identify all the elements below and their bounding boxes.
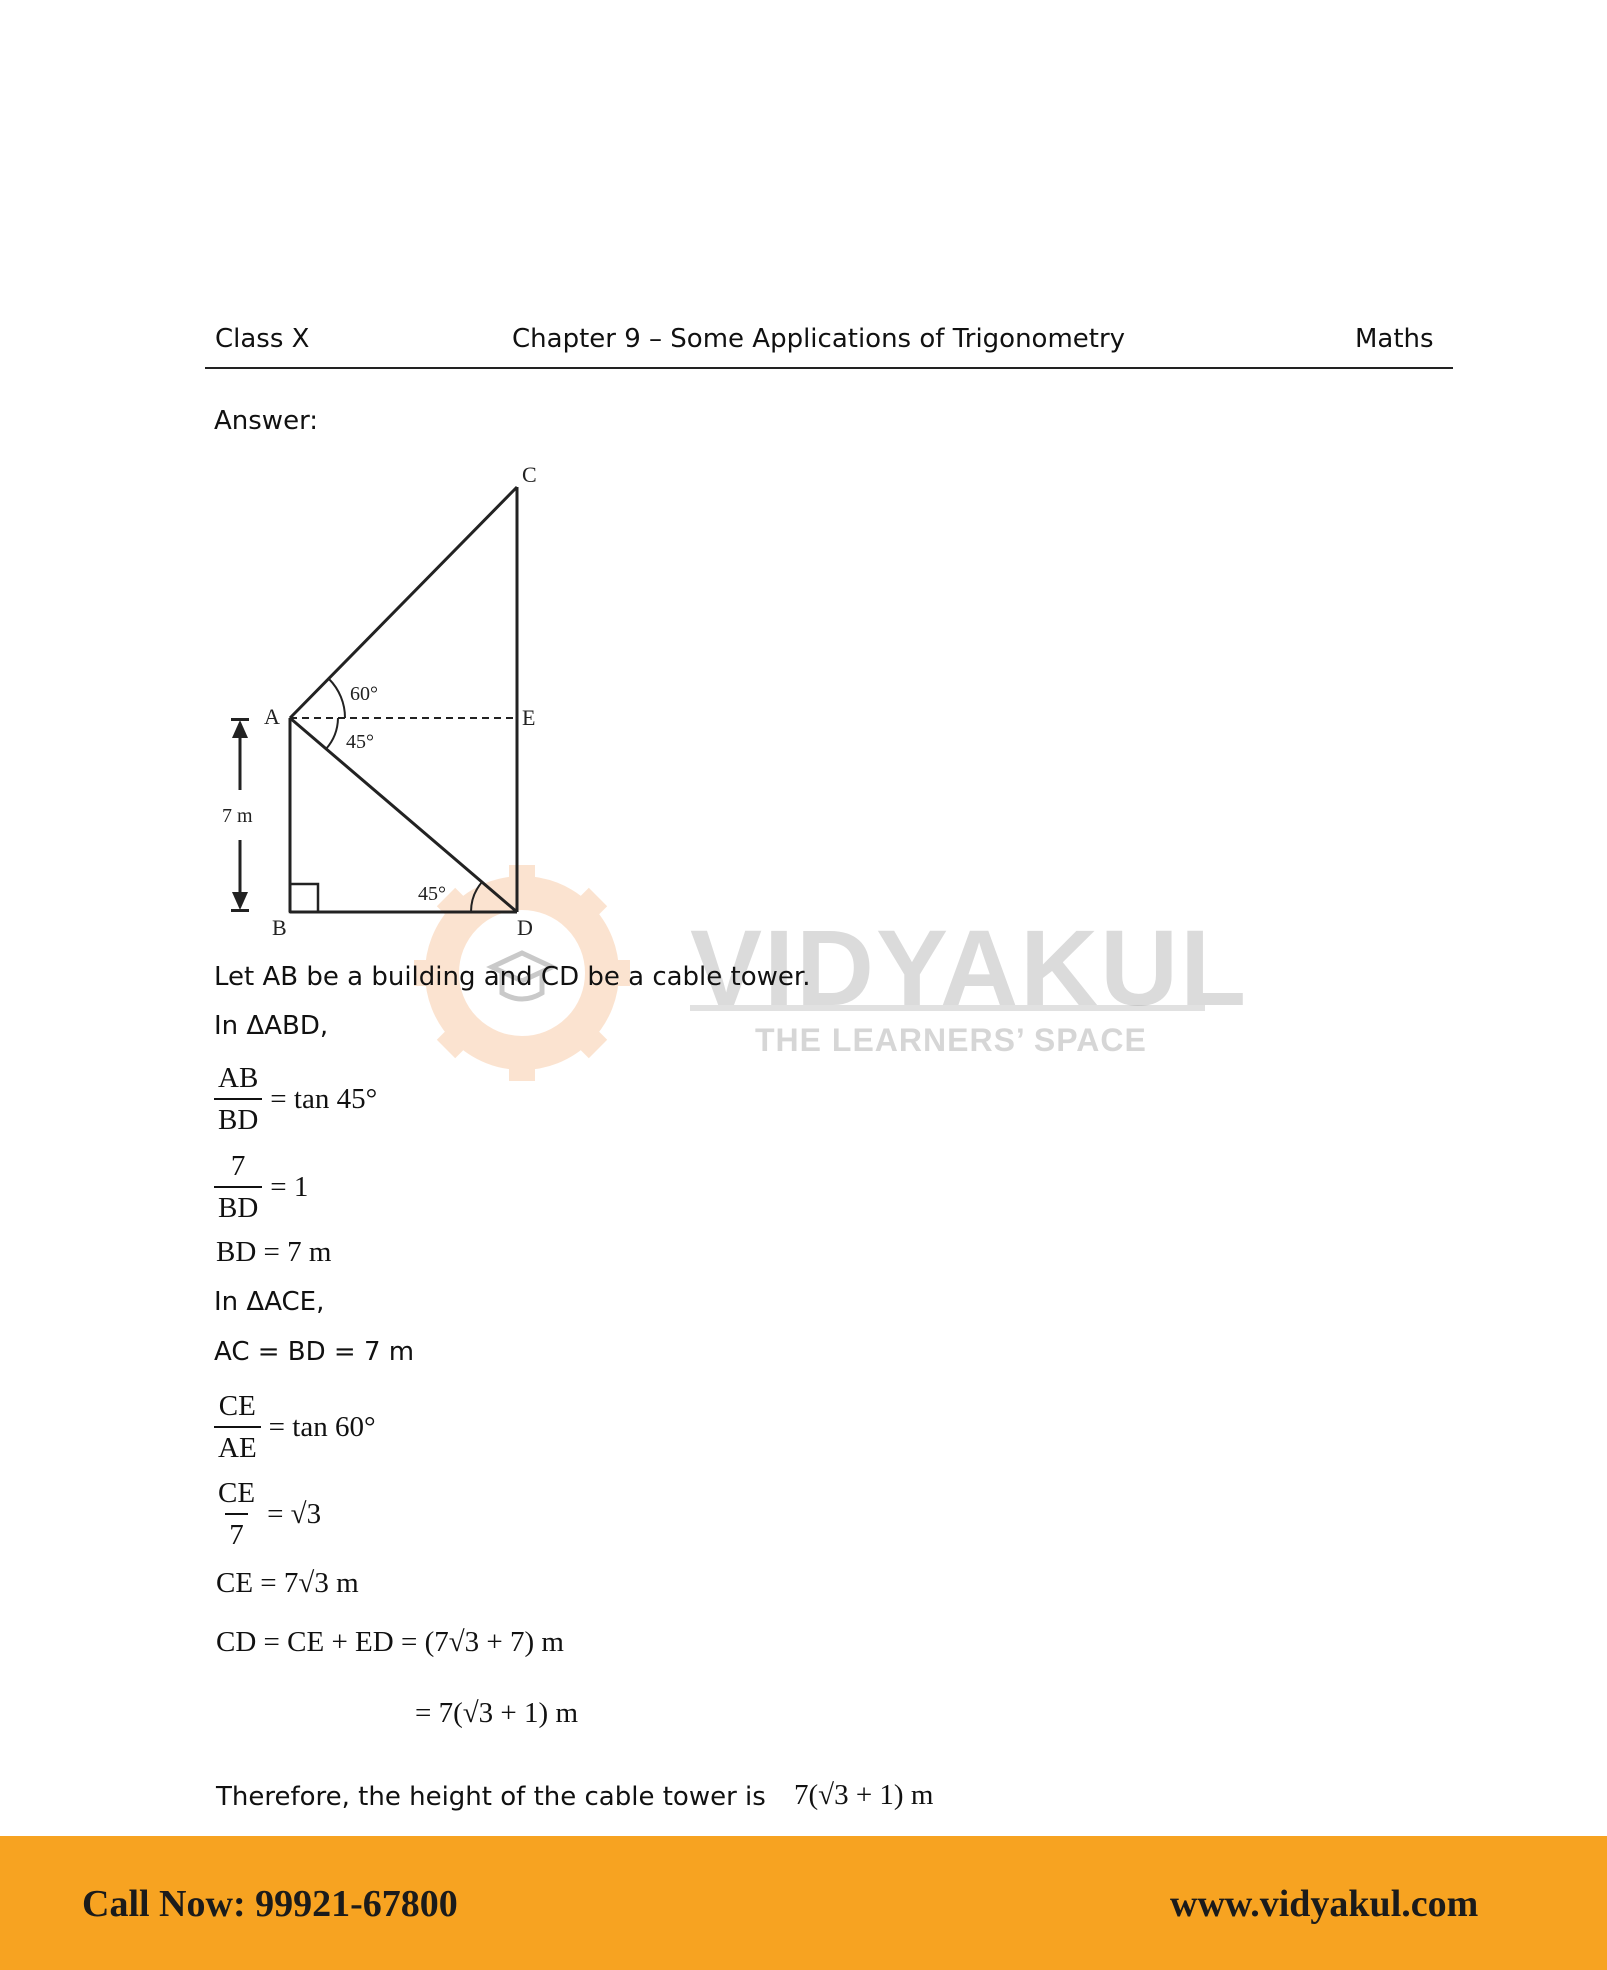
equation-ce-value: CE = 7√3 m xyxy=(216,1567,359,1599)
arrow-up-icon xyxy=(232,720,248,738)
header-subject: Maths xyxy=(1355,324,1434,354)
conclusion-value: 7(√3 + 1) m xyxy=(794,1779,934,1811)
footer-call[interactable]: Call Now: 99921-67800 xyxy=(82,1883,458,1925)
equation-cd-sum: CD = CE + ED = (7√3 + 7) m xyxy=(216,1626,564,1658)
triangle-diagram xyxy=(200,450,580,950)
eq5-numerator: CE xyxy=(218,1477,256,1509)
equation-7-bd xyxy=(214,1146,308,1228)
angle-45-bottom-arc xyxy=(471,882,482,912)
answer-label: Answer: xyxy=(214,406,319,436)
label-b: B xyxy=(272,915,287,940)
triangle-abd-heading: In ΔABD, xyxy=(214,1011,329,1041)
eq4-denominator: AE xyxy=(214,1426,261,1468)
eq2-rhs: = 1 xyxy=(270,1170,309,1203)
arrow-down-icon xyxy=(232,892,248,910)
footer-website-link[interactable]: www.vidyakul.com xyxy=(1170,1883,1479,1925)
angle-45-top-arc xyxy=(326,718,338,749)
watermark-subtitle: THE LEARNERS’ SPACE xyxy=(755,1022,1147,1058)
eq5-rhs: = √3 xyxy=(267,1497,322,1530)
eq2-numerator: 7 xyxy=(230,1150,246,1182)
label-a: A xyxy=(264,704,280,729)
eq1-denominator: BD xyxy=(214,1098,262,1140)
eq2-denominator: BD xyxy=(214,1186,262,1228)
label-e: E xyxy=(522,705,536,730)
header-chapter: Chapter 9 – Some Applications of Trigonometry xyxy=(512,324,1126,354)
triangle-ace-heading: In ΔACE, xyxy=(214,1287,325,1317)
label-angle-60: 60° xyxy=(350,683,378,705)
label-d: D xyxy=(517,915,533,940)
side-ac xyxy=(290,487,517,718)
label-c: C xyxy=(522,462,537,487)
watermark-rule xyxy=(690,1005,1205,1011)
statement-line: Let AB be a building and CD be a cable tower. xyxy=(214,962,811,992)
eq1-rhs: = tan 45° xyxy=(270,1082,378,1115)
equation-ce-7 xyxy=(214,1473,321,1555)
label-height: 7 m xyxy=(222,805,253,827)
label-angle-45-bottom: 45° xyxy=(418,883,446,905)
header-class: Class X xyxy=(215,324,310,354)
conclusion-text: Therefore, the height of the cable tower is xyxy=(216,1782,766,1812)
side-ad xyxy=(290,718,517,912)
eq4-numerator: CE xyxy=(218,1390,256,1422)
header-divider xyxy=(205,367,1453,369)
equation-ab-bd xyxy=(214,1058,377,1140)
watermark-title: VIDYAKUL xyxy=(690,907,1249,1028)
equation-ce-ae xyxy=(214,1386,376,1468)
ac-equals-bd: AC = BD = 7 m xyxy=(214,1337,415,1367)
equation-bd-value: BD = 7 m xyxy=(216,1236,332,1268)
equation-cd-final: = 7(√3 + 1) m xyxy=(415,1697,578,1729)
label-angle-45-top: 45° xyxy=(346,731,374,753)
right-angle-marker xyxy=(290,884,318,912)
angle-60-arc xyxy=(329,679,345,718)
eq5-denominator: 7 xyxy=(225,1513,248,1555)
eq1-numerator: AB xyxy=(218,1062,259,1094)
eq4-rhs: = tan 60° xyxy=(268,1410,376,1443)
